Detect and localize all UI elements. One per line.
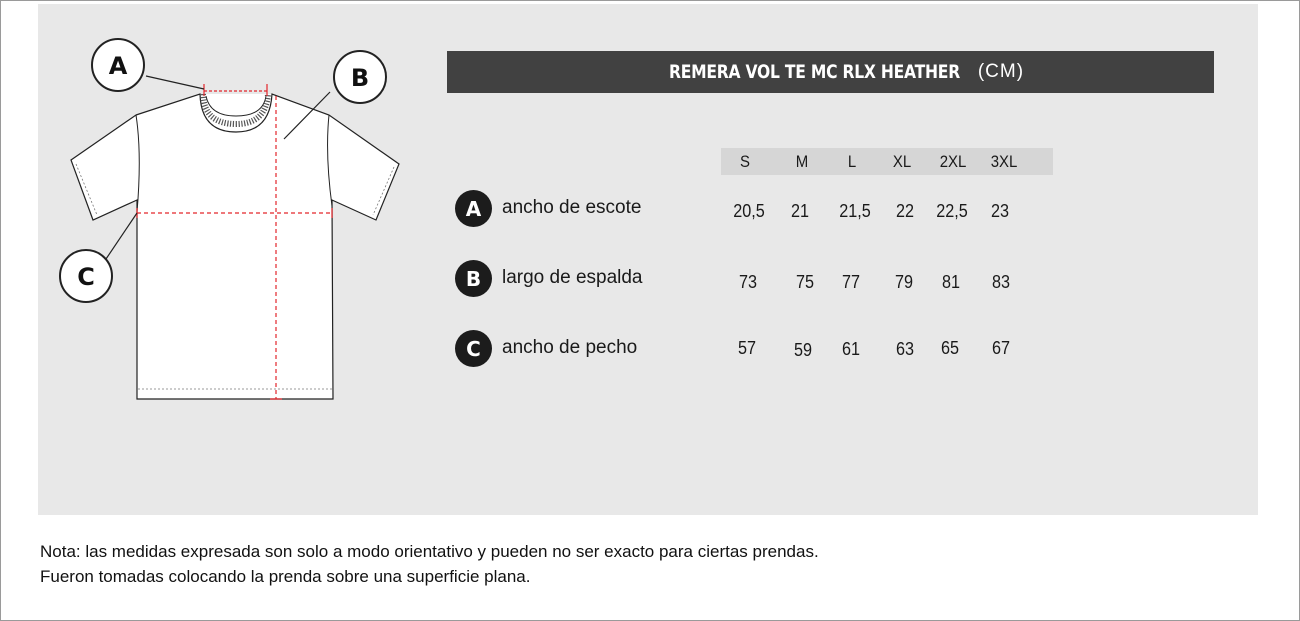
row-c-value-m: 59 — [793, 340, 813, 360]
row-b-value-m: 75 — [795, 272, 815, 292]
row-c-value-2xl: 65 — [940, 338, 960, 358]
size-header-s: S — [740, 152, 750, 171]
row-c-badge: C — [455, 330, 492, 367]
row-a-value-m: 21 — [790, 201, 810, 221]
row-a-value-2xl: 22,5 — [936, 201, 968, 221]
row-a-label: ancho de escote — [502, 197, 642, 218]
row-b-label: largo de espalda — [502, 267, 643, 288]
note-line-2: Fueron tomadas colocando la prenda sobre una superficie plana. — [40, 567, 531, 586]
chart-title-unit: (CM) — [977, 61, 1025, 82]
row-c-value-l: 61 — [841, 339, 861, 359]
tshirt-body-outline — [71, 94, 399, 399]
row-a-value-l: 21,5 — [839, 201, 871, 221]
size-header-3xl: 3XL — [990, 152, 1018, 171]
row-a-value-3xl: 23 — [990, 201, 1010, 221]
row-b-value-3xl: 83 — [991, 272, 1011, 292]
row-b-value-xl: 79 — [894, 272, 914, 292]
row-b-value-l: 77 — [841, 272, 861, 292]
measurement-note — [40, 539, 819, 589]
tshirt-diagram — [38, 4, 438, 424]
callout-c — [60, 250, 112, 302]
row-b-badge: B — [455, 260, 492, 297]
size-header-m: M — [795, 152, 809, 171]
row-a-value-xl: 22 — [895, 201, 915, 221]
note-line-1: Nota: las medidas expresada son solo a modo orientativo y pueden no ser exacto para ciertas prendas. — [40, 542, 819, 561]
callout-b — [334, 51, 386, 103]
chart-title: REMERA VOL TE MC RLX HEATHER — [668, 61, 960, 83]
size-header-xl: XL — [892, 152, 912, 171]
callout-a — [92, 39, 144, 91]
row-c-value-s: 57 — [737, 338, 757, 358]
row-b-value-2xl: 81 — [941, 272, 961, 292]
svg-text:B: B — [350, 64, 370, 92]
row-a-value-s: 20,5 — [733, 201, 765, 221]
svg-text:A: A — [108, 52, 128, 80]
row-a-badge: A — [455, 190, 492, 227]
row-b-value-s: 73 — [738, 272, 758, 292]
size-header-2xl: 2XL — [939, 152, 967, 171]
row-c-label: ancho de pecho — [502, 337, 638, 358]
row-c-value-3xl: 67 — [991, 338, 1011, 358]
size-header-l: L — [847, 152, 857, 171]
row-c-value-xl: 63 — [895, 339, 915, 359]
chart-title-bar — [447, 51, 1214, 93]
svg-text:C: C — [77, 263, 95, 291]
